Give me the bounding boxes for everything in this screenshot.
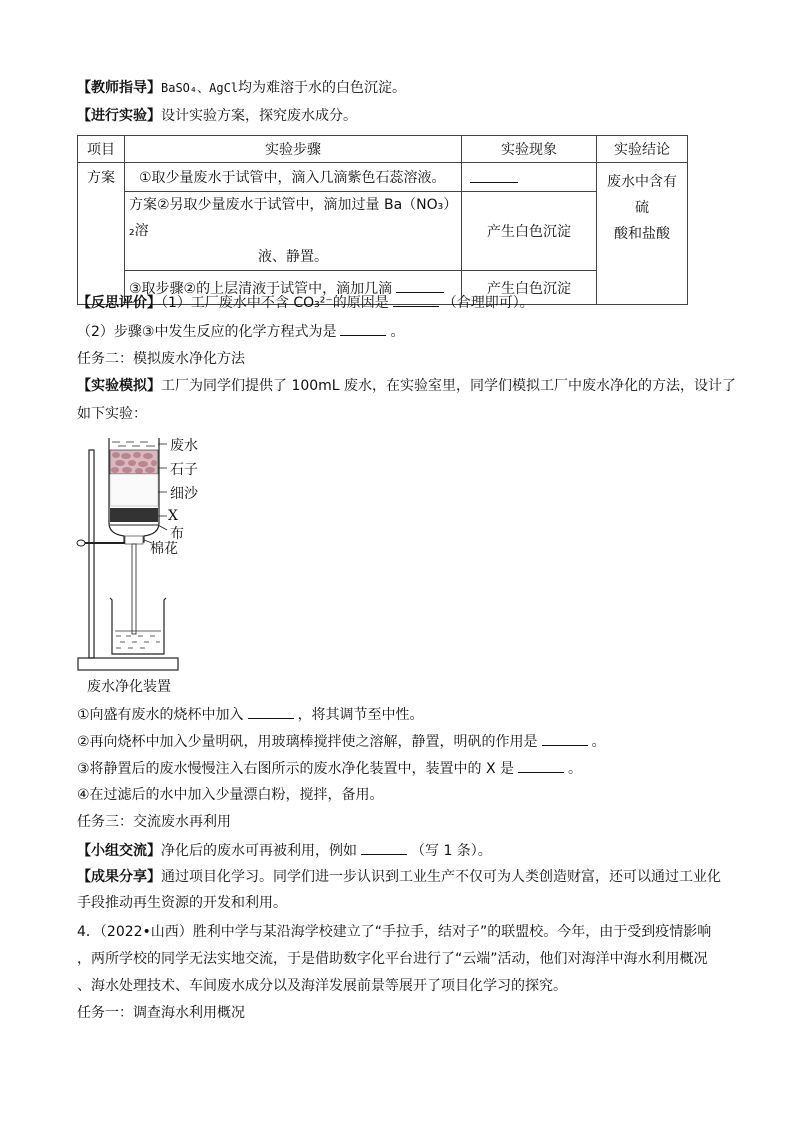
tag: 【进行实验】	[77, 108, 161, 124]
question-4-line3: 、海水处理技术、车间废水成分以及海洋发展前景等展开了项目化学习的探究。	[77, 978, 567, 994]
answer-blank	[470, 168, 518, 183]
text-a: （1）工厂废水中不含 CO₃²⁻的原因是	[161, 295, 389, 311]
step-4: ④在过滤后的水中加入少量漂白粉，搅拌，备用。	[77, 787, 384, 803]
text-b: （写 1 条）。	[411, 843, 492, 859]
conclusion-cell	[597, 163, 688, 305]
chem-formula: BaSO₄、AgCl	[161, 81, 239, 95]
step2	[125, 192, 462, 271]
water-layer	[112, 442, 155, 446]
step-2	[77, 731, 606, 752]
bottle-top	[109, 428, 159, 430]
result-share-line1	[77, 867, 721, 887]
step-3	[77, 758, 582, 779]
step-1	[77, 704, 424, 725]
text-b: 。	[568, 761, 583, 777]
label-sand: 细沙	[170, 486, 198, 502]
text-b: 。	[591, 734, 606, 750]
answer-blank	[361, 840, 407, 855]
task-two: 任务二：模拟废水净化方法	[77, 351, 245, 367]
phen2: 产生白色沉淀	[462, 192, 597, 271]
tag: 【小组交流】	[77, 843, 161, 859]
text-a: （2）步骤③中发生反应的化学方程式为是	[77, 324, 337, 340]
answer-blank	[340, 321, 386, 336]
scheme-cell: 方案	[78, 163, 125, 305]
text: 通过项目化学习。同学们进一步认识到工业生产不仅可为人类创造财富，还可以通过工业化	[161, 869, 721, 885]
stand-rod	[89, 450, 94, 658]
step2-line2: 液、静置。	[258, 249, 328, 265]
conclusion-line2: 酸和盐酸	[614, 226, 670, 242]
answer-blank	[542, 731, 588, 746]
answer-blank	[396, 278, 444, 293]
text-a: 净化后的废水可再被利用，例如	[161, 843, 357, 859]
clamp-knob	[77, 540, 85, 546]
text: 设计实验方案，探究废水成分。	[161, 108, 357, 124]
text-a: ③将静置后的废水慢慢注入右图所示的废水净化装置中，装置中的 X 是	[77, 761, 515, 777]
result-share-line2: 手段推动再生资源的开发和利用。	[77, 895, 287, 911]
text-b: （合理即可）。	[442, 295, 534, 311]
reflection-2	[77, 321, 404, 342]
step2-line1: 方案②另取少量废水于试管中，滴加过量 Ba（NO₃）₂溶	[129, 197, 451, 239]
simulation-line1	[77, 376, 736, 396]
sand-layer	[110, 474, 158, 506]
simulation-line2: 如下实验：	[77, 406, 147, 422]
header-phenomenon: 实验现象	[462, 136, 597, 163]
tag: 【教师指导】	[77, 80, 161, 96]
text-a: ②再向烧杯中加入少量明矾，用玻璃棒搅拌使之溶解，静置，明矾的作用是	[77, 734, 538, 750]
label-cloth: 布	[170, 526, 184, 542]
text-a: ①向盛有废水的烧杯中加入	[77, 707, 244, 723]
answer-blank	[393, 292, 439, 307]
experiment-table	[77, 135, 688, 305]
tag: 【反思评价】	[77, 295, 161, 311]
beaker-water	[115, 631, 161, 648]
x-layer	[110, 508, 158, 522]
cotton	[125, 536, 143, 544]
phen3: 产生白色沉淀	[462, 271, 597, 305]
reflection-1	[77, 292, 534, 313]
group-exchange	[77, 840, 492, 861]
experiment-intro	[77, 106, 357, 126]
header-conclusion: 实验结论	[597, 136, 688, 163]
conclusion-line1: 废水中含有硫	[607, 174, 677, 216]
text-b: 。	[390, 324, 405, 340]
text: 工厂为同学们提供了 100mL 废水，在实验室里，同学们模拟工厂中废水净化的方法，设计了	[161, 378, 737, 394]
tag: 【实验模拟】	[77, 378, 161, 394]
text: 均为难溶于水的白色沉淀。	[238, 80, 407, 96]
step1: ①取少量废水于试管中，滴入几滴紫色石蕊溶液。	[125, 163, 462, 192]
label-cotton: 棉花	[150, 541, 178, 557]
teacher-guidance	[77, 78, 406, 98]
question-4-line1: 4．（2022•山西）胜利中学与某沿海学校建立了“手拉手，结对子”的联盟校。今年，由于受到疫情影响	[77, 924, 712, 940]
label-water: 废水	[170, 438, 198, 454]
phen1	[462, 163, 597, 192]
drip-tube	[132, 544, 136, 634]
question-4-line2: ，两所学校的同学无法实地交流，于是借助数字化平台进行了“云端”活动，他们对海洋中海水利用概况	[77, 951, 708, 967]
answer-blank	[248, 704, 294, 719]
task-three: 任务三：交流废水再利用	[77, 814, 231, 830]
header-steps: 实验步骤	[125, 136, 462, 163]
task-one: 任务一：调查海水利用概况	[77, 1005, 245, 1021]
step3-text: ③取步骤②的上层清液于试管中，滴加几滴	[129, 280, 393, 297]
answer-blank	[518, 758, 564, 773]
figure-caption: 废水净化装置	[87, 679, 171, 695]
label-stones: 石子	[170, 462, 198, 478]
label-x: X	[168, 508, 178, 524]
beaker	[110, 598, 166, 654]
stand-base	[78, 658, 178, 670]
text-b: ，将其调节至中性。	[297, 707, 424, 723]
header-item: 项目	[78, 136, 125, 163]
tag: 【成果分享】	[77, 869, 161, 885]
